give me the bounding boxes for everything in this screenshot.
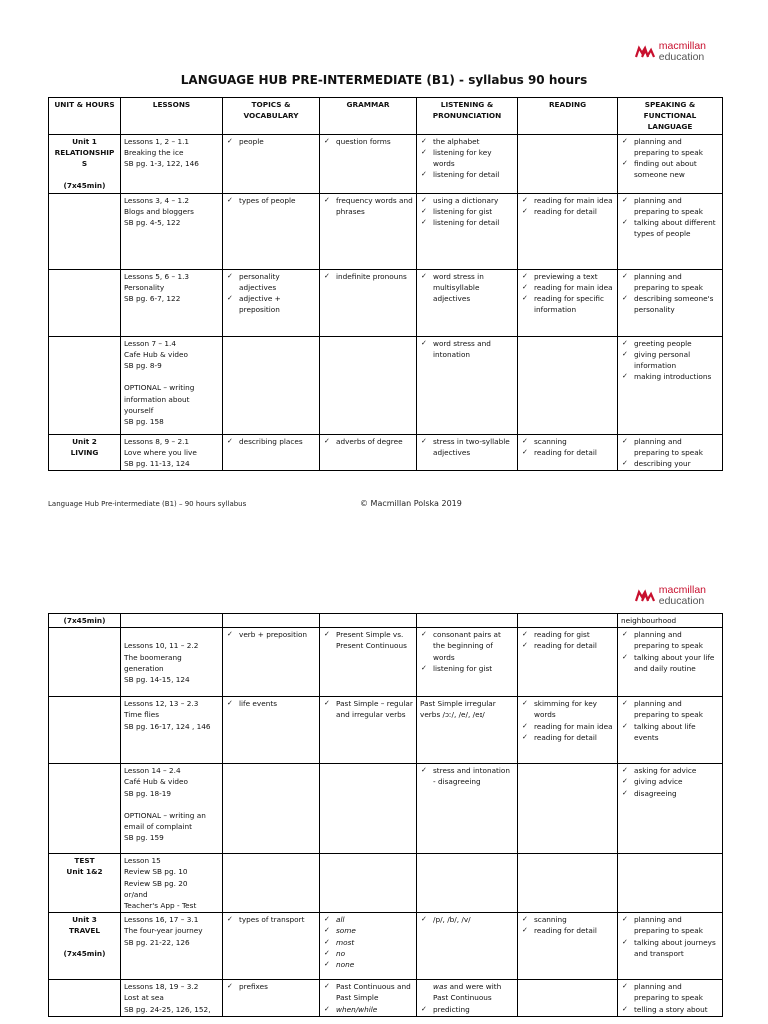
footer-copyright: © Macmillan Polska 2019 xyxy=(360,499,462,508)
unit-cell xyxy=(49,913,121,980)
speaking-item: ✓ planning and preparing to speak xyxy=(621,271,719,293)
table-row xyxy=(49,913,723,980)
unit-cell xyxy=(49,336,121,434)
topics-cell xyxy=(223,980,320,1017)
header-reading: READING xyxy=(518,98,618,135)
grammar-item: ✓ some xyxy=(323,925,413,936)
listening-item: ✓ listening for detail xyxy=(420,169,514,180)
grammar-item: ✓ most xyxy=(323,937,413,948)
unit-cell xyxy=(49,269,121,336)
lesson-line: Blogs and bloggers xyxy=(124,206,194,216)
table-row xyxy=(49,134,723,193)
topics-cell xyxy=(223,913,320,980)
grammar-list xyxy=(323,629,413,651)
topics-cell xyxy=(223,193,320,269)
lesson-line: Review SB pg. 10 xyxy=(124,867,188,877)
topic-list xyxy=(226,195,316,206)
reading-cell xyxy=(518,628,618,697)
topics-cell xyxy=(223,614,320,628)
lesson-line xyxy=(124,629,219,640)
listening-italic: was xyxy=(433,982,448,992)
speaking-list xyxy=(621,271,719,316)
listening-cell xyxy=(417,913,518,980)
table-row xyxy=(49,269,723,336)
speaking-item: ✓ telling a story about xyxy=(621,1004,719,1015)
reading-cell xyxy=(518,980,618,1017)
topic-item: ✓ types of transport xyxy=(226,914,316,925)
listening-list xyxy=(420,271,514,305)
unit-cell xyxy=(49,193,121,269)
grammar-item: ✓ Present Simple vs. Present Continuous xyxy=(323,629,413,651)
table-row xyxy=(49,854,723,913)
reading-cell xyxy=(518,913,618,980)
syllabus-table-page2 xyxy=(48,613,723,1017)
speaking-list xyxy=(621,765,719,799)
unit-cell xyxy=(49,697,121,764)
lesson-line: SB pg. 8-9 xyxy=(124,361,162,371)
grammar-item: ✓ adverbs of degree xyxy=(323,436,413,447)
lessons-cell xyxy=(121,269,223,336)
topic-item: ✓ describing places xyxy=(226,436,316,447)
unit-line: Unit 3 xyxy=(72,915,97,925)
grammar-list xyxy=(323,271,413,282)
speaking-line: neighbourhood xyxy=(621,616,677,625)
grammar-item: ✓ all xyxy=(323,914,413,925)
unit-line: Unit 2 xyxy=(72,436,97,446)
reading-list xyxy=(521,698,614,743)
unit-line: (7x45min) xyxy=(63,948,106,958)
unit-line: RELATIONSHIP xyxy=(54,147,115,157)
reading-list xyxy=(521,436,614,458)
speaking-item: ✓ asking for advice xyxy=(621,765,719,776)
grammar-item: ✓ Past Simple – regular and irregular verbs xyxy=(323,698,413,720)
macmillan-logo-icon xyxy=(635,45,655,59)
grammar-item: ✓ frequency words and phrases xyxy=(323,195,413,217)
topic-item: ✓ types of people xyxy=(226,195,316,206)
reading-cell xyxy=(518,193,618,269)
listening-line: Past Simple irregular verbs /ɔː/, /e/, /eɪ/ xyxy=(420,699,496,720)
unit-line: Unit 1 xyxy=(72,136,97,146)
grammar-cell xyxy=(320,336,417,434)
listening-list xyxy=(420,136,514,181)
listening-list xyxy=(420,914,514,925)
document-title: LANGUAGE HUB PRE-INTERMEDIATE (B1) - syllabus 90 hours xyxy=(180,73,588,87)
macmillan-logo xyxy=(635,41,706,63)
reading-item: ✓ skimming for key words xyxy=(521,698,614,720)
grammar-cell xyxy=(320,434,417,471)
speaking-cell xyxy=(618,269,723,336)
lesson-line: SB pg. 21-22, 126 xyxy=(124,937,190,947)
lesson-line: Lessons 8, 9 – 2.1 xyxy=(124,436,190,446)
reading-list xyxy=(521,629,614,651)
lesson-line: SB pg. 159 xyxy=(124,833,164,843)
reading-item: ✓ previewing a text xyxy=(521,271,614,282)
speaking-list xyxy=(621,436,719,470)
grammar-list xyxy=(323,436,413,447)
listening-item: ✓ using a dictionary xyxy=(420,195,514,206)
lesson-line: Lessons 10, 11 – 2.2 xyxy=(124,641,199,651)
grammar-cell xyxy=(320,134,417,193)
topics-cell xyxy=(223,854,320,913)
lesson-line xyxy=(124,799,219,810)
listening-cell xyxy=(417,434,518,471)
lesson-line: Lessons 12, 13 – 2.3 xyxy=(124,699,199,709)
lesson-line: Lesson 7 – 1.4 xyxy=(124,338,176,348)
table-row xyxy=(49,193,723,269)
lessons-cell xyxy=(121,628,223,697)
grammar-item: ✓ no xyxy=(323,948,413,959)
speaking-list xyxy=(621,136,719,181)
lesson-line: The boomerang generation xyxy=(124,652,182,673)
speaking-cell xyxy=(618,764,723,854)
speaking-item: ✓ talking about life events xyxy=(621,721,719,743)
topic-list xyxy=(226,698,316,709)
lesson-line: Café Hub & video xyxy=(124,777,188,787)
speaking-item: ✓ planning and preparing to speak xyxy=(621,195,719,217)
listening-cell xyxy=(417,854,518,913)
lessons-cell xyxy=(121,134,223,193)
listening-text: and were with Past Continuous xyxy=(433,982,502,1003)
reading-cell xyxy=(518,764,618,854)
lesson-line: Lessons 1, 2 – 1.1 xyxy=(124,136,190,146)
speaking-cell xyxy=(618,854,723,913)
unit-line: Unit 1&2 xyxy=(66,867,103,877)
topic-item: ✓ verb + preposition xyxy=(226,629,316,640)
speaking-item: ✓ giving advice xyxy=(621,776,719,787)
topic-item: ✓ personality adjectives xyxy=(226,271,316,293)
listening-list xyxy=(420,765,514,787)
reading-item: ✓ scanning xyxy=(521,914,614,925)
unit-line: (7x45min) xyxy=(63,181,106,191)
unit-line: S xyxy=(81,159,88,169)
listening-item: ✓ consonant pairs at the beginning of words xyxy=(420,629,514,663)
topic-list xyxy=(226,914,316,925)
reading-item: ✓ reading for detail xyxy=(521,732,614,743)
reading-list xyxy=(521,271,614,316)
grammar-cell xyxy=(320,854,417,913)
speaking-item: ✓ describing someone's personality xyxy=(621,293,719,315)
lesson-line: SB pg. 24-25, 126, 152, xyxy=(124,1004,211,1014)
speaking-item: ✓ describing your xyxy=(621,458,719,469)
grammar-list xyxy=(323,981,413,1015)
table-row xyxy=(49,764,723,854)
listening-item: ✓ the alphabet xyxy=(420,136,514,147)
listening-cell xyxy=(417,269,518,336)
listening-item: ✓ word stress and intonation xyxy=(420,338,514,360)
footer-left: Language Hub Pre-intermediate (B1) – 90 hours syllabus xyxy=(48,500,247,508)
lesson-line: Lesson 14 – 2.4 xyxy=(124,766,181,776)
listening-item: ✓ stress in two-syllable adjectives xyxy=(420,436,514,458)
listening-item: ✓ listening for key words xyxy=(420,147,514,169)
lesson-line: Lesson 15 xyxy=(124,856,161,866)
speaking-cell xyxy=(618,614,723,628)
grammar-cell xyxy=(320,193,417,269)
speaking-item: ✓ planning and preparing to speak xyxy=(621,436,719,458)
reading-cell xyxy=(518,697,618,764)
listening-cell xyxy=(417,697,518,764)
speaking-cell xyxy=(618,434,723,471)
lesson-line: Lessons 18, 19 – 3.2 xyxy=(124,982,199,992)
lesson-line: Love where you live xyxy=(124,447,197,457)
speaking-item: ✓ planning and preparing to speak xyxy=(621,629,719,651)
listening-item: ✓ predicting xyxy=(420,1004,514,1015)
table-row xyxy=(49,336,723,434)
lesson-line: Breaking the ice xyxy=(124,147,184,157)
macmillan-logo-icon xyxy=(635,589,655,603)
lessons-cell xyxy=(121,980,223,1017)
reading-item: ✓ reading for main idea xyxy=(521,721,614,732)
listening-cell xyxy=(417,134,518,193)
listening-list xyxy=(420,436,514,458)
speaking-item: ✓ giving personal information xyxy=(621,349,719,371)
speaking-item: ✓ planning and preparing to speak xyxy=(621,136,719,158)
listening-cell xyxy=(417,764,518,854)
header-lessons: LESSONS xyxy=(121,98,223,135)
listening-item: ✓ listening for gist xyxy=(420,663,514,674)
unit-line: TRAVEL xyxy=(68,926,101,936)
grammar-item: ✓ indefinite pronouns xyxy=(323,271,413,282)
table-row xyxy=(49,628,723,697)
grammar-list xyxy=(323,914,413,970)
topics-cell xyxy=(223,628,320,697)
reading-cell xyxy=(518,614,618,628)
listening-cell xyxy=(417,614,518,628)
grammar-cell xyxy=(320,913,417,980)
logo-line2: education xyxy=(658,595,705,607)
reading-item: ✓ reading for detail xyxy=(521,206,614,217)
header-row xyxy=(49,98,723,135)
speaking-cell xyxy=(618,193,723,269)
lessons-cell xyxy=(121,854,223,913)
unit-cell xyxy=(49,980,121,1017)
grammar-item: ✓ when/while xyxy=(323,1004,413,1015)
topic-list xyxy=(226,436,316,447)
grammar-cell xyxy=(320,980,417,1017)
speaking-item: ✓ talking about different types of people xyxy=(621,217,719,239)
lessons-cell xyxy=(121,614,223,628)
unit-line xyxy=(52,169,117,180)
speaking-cell xyxy=(618,980,723,1017)
reading-cell xyxy=(518,134,618,193)
speaking-item: ✓ making introductions xyxy=(621,371,719,382)
syllabus-table-page1 xyxy=(48,97,723,471)
speaking-list xyxy=(621,981,719,1015)
lesson-line: Review SB pg. 20 xyxy=(124,878,188,888)
topic-list xyxy=(226,629,316,640)
reading-item: ✓ reading for specific information xyxy=(521,293,614,315)
header-grammar: GRAMMAR xyxy=(320,98,417,135)
listening-list xyxy=(420,629,514,674)
unit-cell xyxy=(49,764,121,854)
listening-list xyxy=(420,338,514,360)
topic-item: ✓ people xyxy=(226,136,316,147)
lesson-line: OPTIONAL – writing an email of complaint xyxy=(124,811,206,832)
unit-line: LIVING xyxy=(70,447,99,457)
lesson-line: Personality xyxy=(124,282,165,292)
unit-line: (7x45min) xyxy=(63,616,106,625)
lesson-line: SB pg. 14-15, 124 xyxy=(124,675,190,685)
topics-cell xyxy=(223,764,320,854)
listening-item: ✓ stress and intonation - disagreeing xyxy=(420,765,514,787)
reading-item: ✓ reading for detail xyxy=(521,925,614,936)
macmillan-logo xyxy=(635,585,706,607)
logo-line1: macmillan xyxy=(658,40,706,52)
lesson-line: SB pg. 4-5, 122 xyxy=(124,218,181,228)
speaking-item: ✓ disagreeing xyxy=(621,788,719,799)
reading-item: ✓ reading for gist xyxy=(521,629,614,640)
unit-cell xyxy=(49,434,121,471)
lessons-cell xyxy=(121,434,223,471)
lesson-line xyxy=(124,371,219,382)
grammar-cell xyxy=(320,269,417,336)
grammar-cell xyxy=(320,697,417,764)
speaking-cell xyxy=(618,913,723,980)
unit-cell xyxy=(49,628,121,697)
topic-item: ✓ life events xyxy=(226,698,316,709)
unit-cell xyxy=(49,614,121,628)
speaking-item: ✓ greeting people xyxy=(621,338,719,349)
lessons-cell xyxy=(121,697,223,764)
grammar-item: ✓ none xyxy=(323,959,413,970)
speaking-item: ✓ talking about your life and daily routine xyxy=(621,652,719,674)
lessons-cell xyxy=(121,336,223,434)
topics-cell xyxy=(223,336,320,434)
topics-cell xyxy=(223,269,320,336)
header-listening: LISTENING & PRONUNCIATION xyxy=(417,98,518,135)
topic-list xyxy=(226,136,316,147)
listening-list xyxy=(420,981,514,1003)
reading-list xyxy=(521,914,614,936)
table-row xyxy=(49,697,723,764)
table-row xyxy=(49,434,723,471)
header-speaking: SPEAKING & FUNCTIONAL LANGUAGE xyxy=(618,98,723,135)
reading-item: ✓ reading for detail xyxy=(521,447,614,458)
reading-cell xyxy=(518,854,618,913)
grammar-item: ✓ question forms xyxy=(323,136,413,147)
speaking-item: ✓ finding out about someone new xyxy=(621,158,719,180)
speaking-list xyxy=(621,914,719,959)
reading-item: ✓ scanning xyxy=(521,436,614,447)
grammar-list xyxy=(323,195,413,217)
speaking-list xyxy=(621,698,719,743)
reading-cell xyxy=(518,269,618,336)
speaking-item: ✓ planning and preparing to speak xyxy=(621,914,719,936)
unit-cell xyxy=(49,854,121,913)
listening-list xyxy=(420,1004,514,1015)
lesson-line: SB pg. 11-13, 124 xyxy=(124,459,190,469)
topics-cell xyxy=(223,697,320,764)
header-unit: UNIT & HOURS xyxy=(49,98,121,135)
topic-item: ✓ prefixes xyxy=(226,981,316,992)
unit-line: TEST xyxy=(74,856,95,866)
listening-list xyxy=(420,195,514,229)
header-topics: TOPICS & VOCABULARY xyxy=(223,98,320,135)
lesson-line: OPTIONAL – writing information about yourself xyxy=(124,383,195,415)
speaking-item: ✓ planning and preparing to speak xyxy=(621,698,719,720)
lesson-line: Lessons 5, 6 – 1.3 xyxy=(124,271,190,281)
speaking-cell xyxy=(618,697,723,764)
lesson-line: Cafe Hub & video xyxy=(124,349,188,359)
lesson-line: or/and xyxy=(124,889,148,899)
speaking-item: ✓ planning and preparing to speak xyxy=(621,981,719,1003)
lesson-line: SB pg. 18-19 xyxy=(124,788,172,798)
speaking-list xyxy=(621,629,719,674)
lesson-line: Lost at sea xyxy=(124,993,164,1003)
listening-cell xyxy=(417,980,518,1017)
lesson-line: SB pg. 16-17, 124 , 146 xyxy=(124,721,211,731)
grammar-list xyxy=(323,136,413,147)
unit-line xyxy=(52,937,117,948)
reading-item: ✓ reading for main idea xyxy=(521,282,614,293)
grammar-item: ✓ Past Continuous and Past Simple xyxy=(323,981,413,1003)
grammar-list xyxy=(323,698,413,720)
grammar-cell xyxy=(320,614,417,628)
speaking-cell xyxy=(618,336,723,434)
topic-list xyxy=(226,981,316,992)
table-row xyxy=(49,980,723,1017)
topic-item: ✓ adjective + preposition xyxy=(226,293,316,315)
listening-item xyxy=(420,981,514,1003)
speaking-cell xyxy=(618,628,723,697)
speaking-item: ✓ talking about journeys and transport xyxy=(621,937,719,959)
lessons-cell xyxy=(121,764,223,854)
listening-item: ✓ listening for gist xyxy=(420,206,514,217)
table-row xyxy=(49,614,723,628)
logo-line2: education xyxy=(658,51,705,63)
topics-cell xyxy=(223,434,320,471)
lesson-line: SB pg. 1-3, 122, 146 xyxy=(124,159,199,169)
lessons-cell xyxy=(121,193,223,269)
listening-cell xyxy=(417,193,518,269)
reading-cell xyxy=(518,434,618,471)
listening-item: ✓ word stress in multisyllable adjectives xyxy=(420,271,514,305)
reading-item: ✓ reading for detail xyxy=(521,640,614,651)
lesson-line: Lessons 16, 17 – 3.1 xyxy=(124,915,199,925)
lesson-line: SB pg. 6-7, 122 xyxy=(124,294,181,304)
lesson-line: Teacher's App - Test xyxy=(124,901,197,911)
lesson-line: Time flies xyxy=(124,710,160,720)
topics-cell xyxy=(223,134,320,193)
lessons-cell xyxy=(121,913,223,980)
unit-cell xyxy=(49,134,121,193)
lesson-line: Lessons 3, 4 – 1.2 xyxy=(124,195,190,205)
speaking-list xyxy=(621,195,719,240)
listening-item: ✓ listening for detail xyxy=(420,217,514,228)
logo-line1: macmillan xyxy=(658,584,706,596)
grammar-cell xyxy=(320,764,417,854)
reading-cell xyxy=(518,336,618,434)
topic-list xyxy=(226,271,316,316)
lesson-line: SB pg. 158 xyxy=(124,417,164,427)
speaking-cell xyxy=(618,134,723,193)
listening-item: ✓ /p/, /b/, /v/ xyxy=(420,914,514,925)
speaking-list xyxy=(621,338,719,383)
listening-cell xyxy=(417,628,518,697)
reading-item: ✓ reading for main idea xyxy=(521,195,614,206)
lesson-line: The four-year journey xyxy=(124,926,203,936)
listening-cell xyxy=(417,336,518,434)
grammar-cell xyxy=(320,628,417,697)
reading-list xyxy=(521,195,614,217)
